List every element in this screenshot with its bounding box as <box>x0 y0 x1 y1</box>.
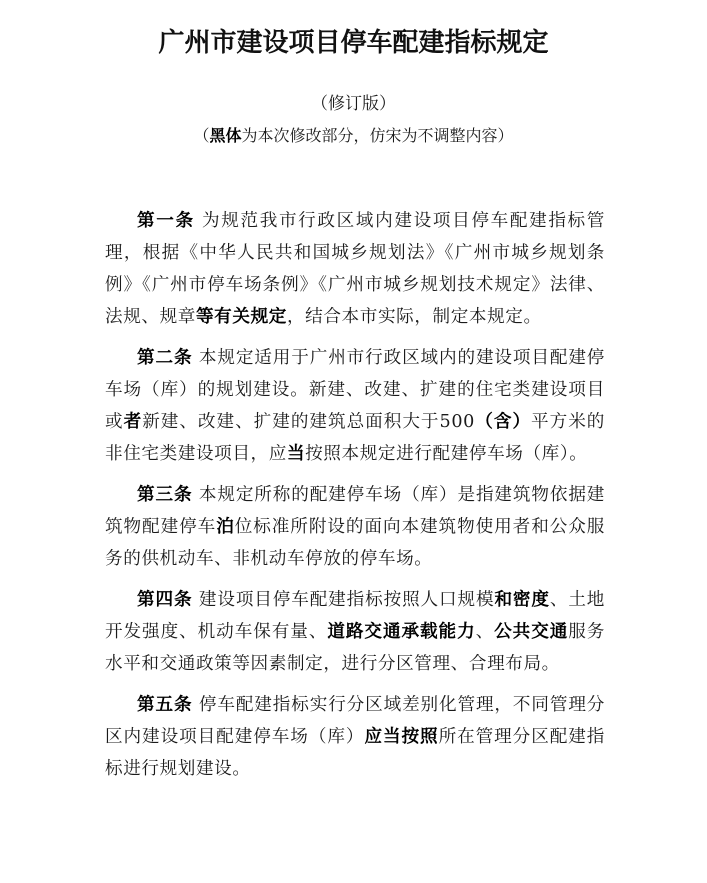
article-revised-text: 泊 <box>216 517 235 537</box>
revision-note <box>0 124 707 148</box>
article-text: 本规定所称的配建停车场（库）是指建筑物依据建筑物配建停车 <box>105 485 605 537</box>
article-2 <box>105 342 605 470</box>
article-3 <box>105 479 605 575</box>
article-text: 平方米的非住宅类建设项目，应 <box>105 412 605 464</box>
article-text: 停车配建指标实行分区域差别化管理，不同管理分区内建设项目配建停车场（库） <box>105 695 605 747</box>
note-open: （ <box>193 126 210 145</box>
article-4 <box>105 584 605 680</box>
article-5 <box>105 689 605 785</box>
article-text: 、 <box>475 622 495 642</box>
article-heading: 第一条 <box>137 211 195 231</box>
article-heading: 第三条 <box>137 485 193 505</box>
revision-label: （修订版） <box>311 94 396 114</box>
article-text: 新建、改建、扩建的建筑总面积大于500 <box>142 412 475 432</box>
note-text: 为本次修改部分，仿宋为不调整内容） <box>241 126 514 145</box>
article-revised-text: 等有关规定 <box>195 307 287 327</box>
article-revised-text: （含） <box>474 412 532 432</box>
article-1 <box>105 205 605 333</box>
article-heading: 第四条 <box>137 590 193 610</box>
article-text: 、土地开发强度、机动车保有量、 <box>105 590 605 642</box>
article-text: 按照本规定进行配建停车场（库）。 <box>305 444 588 464</box>
article-heading: 第二条 <box>137 348 193 368</box>
article-text: 位标准所附设的面向本建筑物使用者和公众服务的供机动车、非机动车停放的停车场。 <box>105 517 605 569</box>
article-revised-text: 公共交通 <box>494 622 569 642</box>
article-text: ，结合本市实际，制定本规定。 <box>286 307 542 327</box>
article-revised-text: 应当按照 <box>364 727 439 747</box>
article-text: 服务水平和交通政策等因素制定，进行分区管理、合理布局。 <box>105 622 605 674</box>
article-text: 建设项目停车配建指标按照人口规模 <box>192 590 495 610</box>
article-heading: 第五条 <box>137 695 193 715</box>
article-revised-text: 和密度 <box>494 590 550 610</box>
article-list <box>105 205 605 794</box>
article-text: 所在管理分区配建指标进行规划建设。 <box>105 727 605 779</box>
document-title: 广州市建设项目停车配建指标规定 <box>158 28 549 58</box>
article-text: 为规范我市行政区域内建设项目停车配建指标管理，根据《中华人民共和国城乡规划法》《广州市城乡规划条例》《广州市停车场条例》《广州市城乡规划技术规定》法律、法规、规章 <box>105 211 605 327</box>
article-revised-text: 者 <box>123 412 143 432</box>
note-bold-term: 黑体 <box>209 126 242 145</box>
article-revised-text: 当 <box>286 444 306 464</box>
article-revised-text: 道路交通承载能力 <box>327 622 476 642</box>
article-text: 本规定适用于广州市行政区域内的建设项目配建停车场（库）的规划建设。新建、改建、扩建的住宅类建设项目或 <box>105 348 605 432</box>
